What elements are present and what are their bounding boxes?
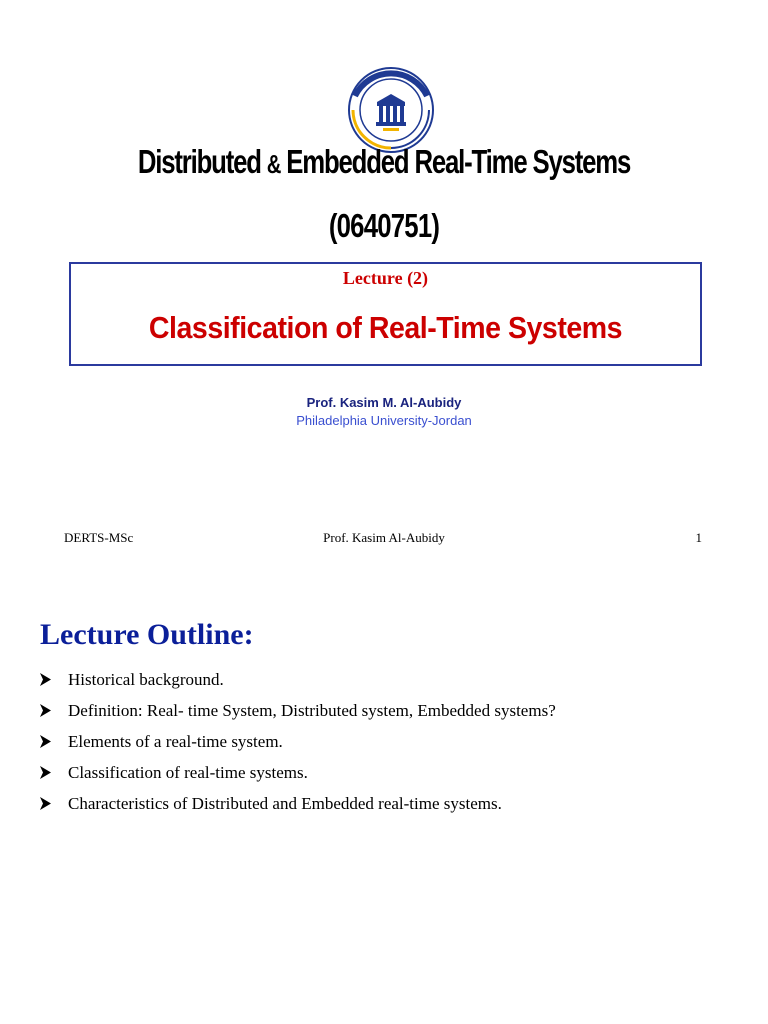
arrow-bullet-icon: [40, 766, 51, 779]
outline-item-text: Historical background.: [68, 669, 224, 689]
author-name: Prof. Kasim M. Al-Aubidy: [306, 395, 462, 410]
lecture-title: Classification of Real-Time Systems: [148, 310, 623, 345]
course-title: [84, 140, 683, 186]
outline-item-text: Definition: Real- time System, Distributed system, Embedded systems?: [68, 700, 556, 720]
course-code: (0640751): [328, 207, 440, 244]
course-title-part1: Distributed: [137, 143, 261, 180]
list-item: [40, 695, 556, 726]
footer-author: Prof. Kasim Al-Aubidy: [323, 530, 445, 545]
author-affiliation: Philadelphia University-Jordan: [296, 413, 472, 428]
arrow-bullet-icon: [40, 704, 51, 717]
outline-list: [40, 664, 556, 819]
footer-course-code: DERTS-MSc: [64, 530, 134, 545]
course-title-part2: Embedded Real-Time Systems: [286, 143, 631, 180]
footer-page-number: 1: [695, 530, 702, 545]
arrow-bullet-icon: [40, 673, 51, 686]
outline-item-text: Characteristics of Distributed and Embedded real-time systems.: [68, 793, 502, 813]
outline-heading: Lecture Outline:: [40, 618, 254, 651]
lecture-number: Lecture (2): [342, 268, 429, 288]
lecture-title-box: [69, 262, 702, 366]
list-item: [40, 726, 556, 757]
arrow-bullet-icon: [40, 797, 51, 810]
slide-2: [0, 578, 768, 1024]
arrow-bullet-icon: [40, 735, 51, 748]
outline-item-text: Elements of a real-time system.: [68, 731, 283, 751]
list-item: [40, 664, 556, 695]
course-title-ampersand: &: [266, 149, 281, 179]
list-item: [40, 788, 556, 819]
list-item: [40, 757, 556, 788]
outline-item-text: Classification of real-time systems.: [68, 762, 308, 782]
